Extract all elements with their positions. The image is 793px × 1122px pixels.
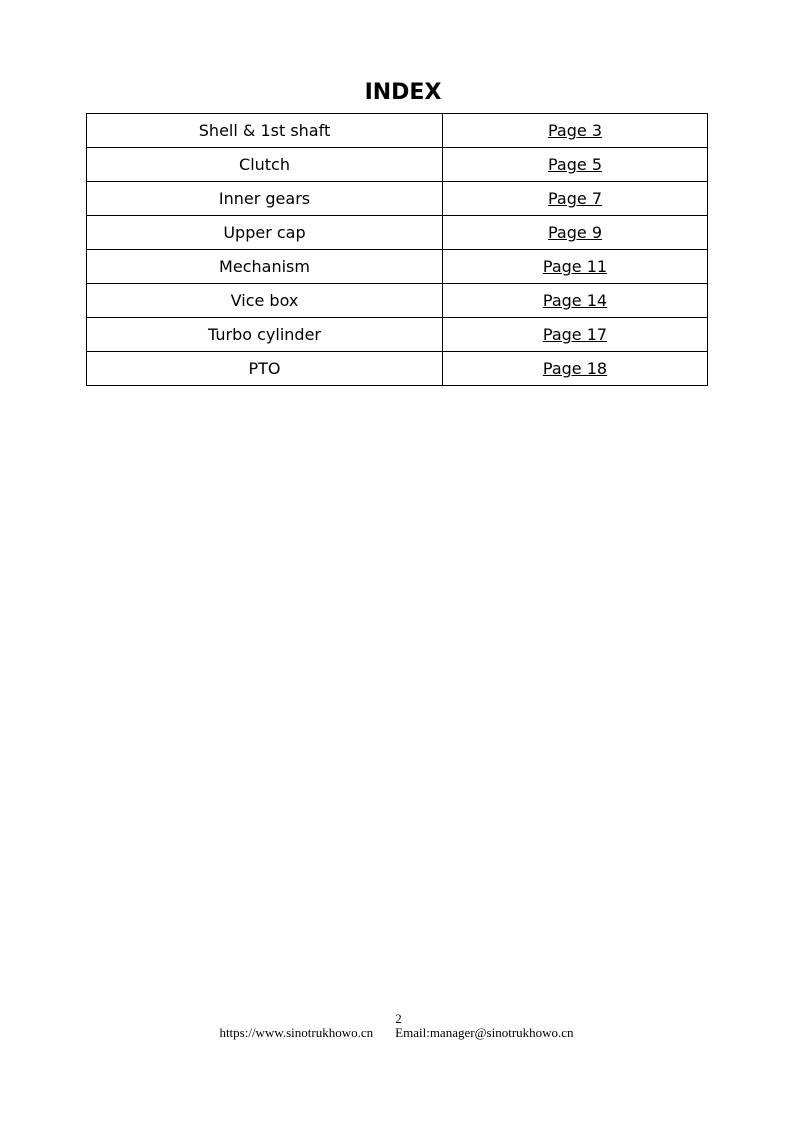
section-name: Clutch — [87, 148, 443, 182]
page-cell — [443, 318, 708, 352]
table-row — [87, 250, 708, 284]
section-name: Turbo cylinder — [87, 318, 443, 352]
footer-website-link[interactable]: https://www.sinotrukhowo.cn — [219, 1025, 374, 1040]
footer-contact — [0, 1025, 793, 1041]
table-row — [87, 284, 708, 318]
page-link[interactable]: Page 5 — [548, 155, 602, 174]
page-cell — [443, 182, 708, 216]
footer-email-link[interactable]: Email:manager@sinotrukhowo.cn — [395, 1025, 574, 1040]
table-row — [87, 182, 708, 216]
page-cell — [443, 352, 708, 386]
page-cell — [443, 216, 708, 250]
page-cell — [443, 114, 708, 148]
section-name: Shell & 1st shaft — [87, 114, 443, 148]
page-link[interactable]: Page 18 — [542, 359, 608, 378]
page-cell — [443, 284, 708, 318]
table-row — [87, 216, 708, 250]
page-link[interactable]: Page 14 — [542, 291, 608, 310]
page-link[interactable]: Page 7 — [548, 189, 602, 208]
section-name: PTO — [87, 352, 443, 386]
table-row — [87, 148, 708, 182]
page-title: INDEX — [364, 80, 442, 105]
section-name: Upper cap — [87, 216, 443, 250]
page-cell — [443, 148, 708, 182]
index-table — [86, 113, 708, 386]
page-link[interactable]: Page 3 — [548, 121, 602, 140]
page-cell — [443, 250, 708, 284]
page-link[interactable]: Page 17 — [542, 325, 608, 344]
section-name: Vice box — [87, 284, 443, 318]
table-row — [87, 352, 708, 386]
section-name: Mechanism — [87, 250, 443, 284]
table-row — [87, 114, 708, 148]
footer-page-number: 2 — [395, 1011, 402, 1026]
page-link[interactable]: Page 11 — [542, 257, 608, 276]
page-link[interactable]: Page 9 — [548, 223, 602, 242]
section-name: Inner gears — [87, 182, 443, 216]
table-row — [87, 318, 708, 352]
